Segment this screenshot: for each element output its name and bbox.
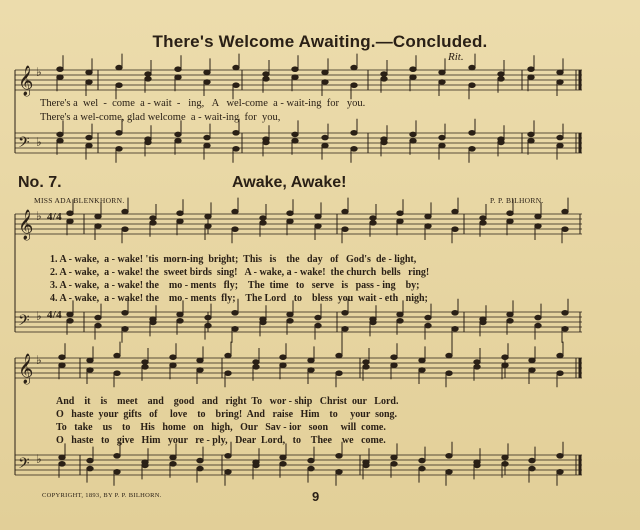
note-head — [177, 312, 183, 317]
note-head — [197, 358, 203, 363]
note-head — [342, 311, 348, 316]
note-head — [480, 221, 486, 226]
note-head — [204, 70, 210, 75]
note-head — [122, 311, 128, 316]
note-head — [116, 65, 122, 70]
note-head — [419, 458, 425, 463]
note-head — [87, 458, 93, 463]
note-head — [177, 319, 183, 324]
note-head — [315, 315, 321, 320]
note-head — [197, 368, 203, 373]
note-head — [95, 315, 101, 320]
note-head — [336, 371, 342, 376]
note-head — [170, 462, 176, 467]
note-head — [114, 353, 120, 358]
note-head — [67, 219, 73, 224]
note-head — [351, 83, 357, 88]
note-head — [308, 458, 314, 463]
note-head — [87, 368, 93, 373]
bass-clef-icon: 𝄢 — [18, 134, 30, 155]
note-head — [480, 320, 486, 325]
note-head — [557, 135, 563, 140]
note-head — [57, 132, 63, 137]
note-head — [225, 470, 231, 475]
note-head — [315, 214, 321, 219]
note-head — [116, 147, 122, 152]
verse-line: 2. A - wake, a - wake! the sweet birds sing! A - wake, a - wake! the church bells ring! — [50, 267, 430, 278]
note-head — [342, 327, 348, 332]
note-head — [557, 143, 563, 148]
note-head — [95, 214, 101, 219]
note-head — [308, 358, 314, 363]
note-head — [528, 75, 534, 80]
verse-line: 3. A - wake, a - wake! the mo - ments fly; The time to serve is pass - ing by; — [50, 280, 420, 291]
verse-line: And it is meet and good and right To wor - ship Christ our Lord. — [56, 396, 399, 407]
note-head — [439, 80, 445, 85]
note-head — [292, 139, 298, 144]
note-head — [204, 135, 210, 140]
note-head — [175, 75, 181, 80]
note-head — [452, 327, 458, 332]
note-head — [322, 80, 328, 85]
note-head — [322, 70, 328, 75]
note-head — [419, 368, 425, 373]
note-head — [557, 80, 563, 85]
note-head — [446, 371, 452, 376]
note-head — [474, 365, 480, 370]
note-head — [502, 355, 508, 360]
note-head — [225, 371, 231, 376]
treble-clef-icon: 𝄞 — [18, 354, 34, 384]
note-head — [204, 80, 210, 85]
note-head — [452, 227, 458, 232]
staff-1-treble — [15, 70, 582, 90]
note-head — [452, 311, 458, 316]
note-head — [410, 75, 416, 80]
note-head — [67, 312, 73, 317]
note-head — [308, 466, 314, 471]
note-head — [363, 463, 369, 468]
note-head — [419, 358, 425, 363]
note-head — [280, 363, 286, 368]
note-head — [322, 143, 328, 148]
note-head — [205, 315, 211, 320]
note-head — [87, 466, 93, 471]
note-head — [122, 209, 128, 214]
note-head — [86, 70, 92, 75]
note-head — [233, 83, 239, 88]
note-head — [57, 67, 63, 72]
note-head — [175, 132, 181, 137]
note-head — [363, 365, 369, 370]
note-head — [535, 315, 541, 320]
note-head — [177, 219, 183, 224]
note-head — [351, 65, 357, 70]
note-head — [232, 327, 238, 332]
note-head — [204, 143, 210, 148]
note-head — [446, 353, 452, 358]
note-head — [205, 323, 211, 328]
note-head — [263, 140, 269, 145]
copyright-notice: COPYRIGHT, 1893, BY P. P. BILHORN. — [42, 492, 162, 499]
note-head — [280, 355, 286, 360]
note-head — [502, 462, 508, 467]
note-head — [557, 371, 563, 376]
note-head — [122, 227, 128, 232]
note-head — [507, 219, 513, 224]
note-head — [351, 131, 357, 136]
bass-clef-icon: 𝄢 — [18, 455, 30, 476]
flat-icon: ♭ — [36, 65, 42, 79]
time-signature-bass: 4/4 — [47, 309, 62, 321]
note-head — [150, 320, 156, 325]
note-head — [557, 353, 563, 358]
note-head — [67, 319, 73, 324]
note-head — [114, 371, 120, 376]
flat-icon: ♭ — [36, 353, 42, 367]
note-head — [535, 323, 541, 328]
lyric-line: There's a wel - come a - wait - ing, A wel-come a - wait-ing for you. — [40, 98, 366, 109]
note-head — [439, 135, 445, 140]
note-head — [175, 67, 181, 72]
treble-clef-icon: 𝄞 — [18, 210, 34, 240]
note-head — [287, 219, 293, 224]
note-head — [529, 458, 535, 463]
note-head — [86, 135, 92, 140]
note-head — [170, 355, 176, 360]
note-head — [391, 363, 397, 368]
note-head — [557, 454, 563, 459]
note-head — [391, 355, 397, 360]
note-head — [253, 360, 259, 365]
note-head — [351, 147, 357, 152]
note-head — [142, 360, 148, 365]
note-head — [342, 209, 348, 214]
note-head — [528, 67, 534, 72]
note-head — [419, 466, 425, 471]
note-head — [315, 323, 321, 328]
note-head — [175, 139, 181, 144]
note-head — [150, 221, 156, 226]
flat-icon: ♭ — [36, 135, 42, 149]
author-credit: MISS ADA BLENKHORN. — [34, 196, 125, 205]
note-head — [59, 455, 65, 460]
note-head — [363, 360, 369, 365]
note-head — [57, 139, 63, 144]
note-head — [507, 319, 513, 324]
note-head — [59, 355, 65, 360]
verse-line: O haste to give Him your re - ply, Dear Lord, to Thee we come. — [56, 435, 386, 446]
verse-line: 1. A - wake, a - wake! 'tis morn-ing bright; This is the day of God's de - light, — [50, 254, 417, 265]
note-head — [287, 319, 293, 324]
note-head — [439, 143, 445, 148]
note-head — [557, 70, 563, 75]
note-head — [474, 463, 480, 468]
note-head — [562, 311, 568, 316]
note-head — [381, 72, 387, 77]
note-head — [336, 353, 342, 358]
note-head — [287, 312, 293, 317]
note-head — [59, 363, 65, 368]
note-head — [287, 211, 293, 216]
note-head — [529, 368, 535, 373]
note-head — [292, 75, 298, 80]
note-head — [315, 224, 321, 229]
flat-icon: ♭ — [36, 209, 42, 223]
treble-clef-icon: 𝄞 — [18, 66, 34, 96]
note-head — [280, 455, 286, 460]
note-head — [469, 131, 475, 136]
note-head — [535, 224, 541, 229]
hymn-title: Awake, Awake! — [232, 174, 347, 191]
note-head — [425, 224, 431, 229]
note-head — [469, 65, 475, 70]
note-head — [205, 224, 211, 229]
note-head — [145, 77, 151, 82]
staff-3-bass — [15, 455, 582, 475]
note-head — [381, 140, 387, 145]
note-head — [150, 216, 156, 221]
note-head — [498, 140, 504, 145]
verse-line: 4. A - wake, a - wake! the mo - ments fly; The Lord to bless you wait - eth nigh; — [50, 293, 428, 304]
note-head — [114, 454, 120, 459]
note-head — [260, 320, 266, 325]
note-head — [446, 470, 452, 475]
page-number: 9 — [312, 489, 320, 504]
note-head — [397, 219, 403, 224]
note-head — [260, 221, 266, 226]
note-head — [507, 211, 513, 216]
note-head — [502, 455, 508, 460]
note-head — [528, 139, 534, 144]
note-head — [397, 312, 403, 317]
note-head — [67, 211, 73, 216]
note-head — [528, 132, 534, 137]
note-head — [397, 211, 403, 216]
note-head — [439, 70, 445, 75]
lyric-line: There's a wel-come, glad welcome a - wait-ing for you, — [40, 112, 281, 123]
note-head — [122, 327, 128, 332]
note-head — [391, 455, 397, 460]
note-head — [232, 227, 238, 232]
note-head — [562, 209, 568, 214]
note-head — [87, 358, 93, 363]
note-head — [116, 83, 122, 88]
note-head — [292, 132, 298, 137]
note-head — [391, 462, 397, 467]
note-head — [557, 470, 563, 475]
note-head — [142, 463, 148, 468]
note-head — [116, 131, 122, 136]
note-head — [177, 211, 183, 216]
note-head — [292, 67, 298, 72]
note-head — [469, 83, 475, 88]
note-head — [425, 323, 431, 328]
note-head — [233, 147, 239, 152]
time-signature: 4/4 — [47, 211, 62, 223]
note-head — [397, 319, 403, 324]
note-head — [233, 131, 239, 136]
note-head — [410, 132, 416, 137]
note-head — [308, 368, 314, 373]
note-head — [410, 67, 416, 72]
note-head — [170, 455, 176, 460]
note-head — [233, 65, 239, 70]
note-head — [197, 466, 203, 471]
flat-icon: ♭ — [36, 309, 42, 323]
note-head — [425, 214, 431, 219]
note-head — [145, 72, 151, 77]
note-head — [197, 458, 203, 463]
note-head — [498, 77, 504, 82]
tempo-mark: Rit. — [448, 51, 464, 63]
note-head — [142, 365, 148, 370]
note-head — [232, 311, 238, 316]
note-head — [336, 454, 342, 459]
note-head — [260, 216, 266, 221]
note-head — [170, 363, 176, 368]
page-title: There's Welcome Awaiting.—Concluded. — [152, 32, 488, 51]
verse-line: To take us to His home on high, Our Sav - ior soon will come. — [56, 422, 386, 433]
note-head — [59, 462, 65, 467]
note-head — [452, 209, 458, 214]
note-head — [474, 360, 480, 365]
note-head — [225, 454, 231, 459]
note-head — [57, 75, 63, 80]
note-head — [95, 224, 101, 229]
note-head — [370, 221, 376, 226]
note-head — [480, 216, 486, 221]
note-head — [562, 227, 568, 232]
note-head — [86, 143, 92, 148]
staff-1-bass — [15, 133, 582, 153]
note-head — [535, 214, 541, 219]
note-head — [507, 312, 513, 317]
flat-icon: ♭ — [36, 452, 42, 466]
note-head — [370, 216, 376, 221]
note-head — [498, 72, 504, 77]
note-head — [86, 80, 92, 85]
note-head — [322, 135, 328, 140]
verse-line: O haste your gifts of love to bring! And raise Him to your song. — [56, 409, 398, 420]
note-head — [95, 323, 101, 328]
note-head — [263, 72, 269, 77]
hymn-number: No. 7. — [18, 174, 62, 191]
note-head — [370, 320, 376, 325]
note-head — [410, 139, 416, 144]
staff-2-bass — [15, 312, 582, 332]
note-head — [205, 214, 211, 219]
note-head — [342, 227, 348, 232]
note-head — [529, 466, 535, 471]
note-head — [114, 470, 120, 475]
note-head — [469, 147, 475, 152]
note-head — [232, 209, 238, 214]
note-head — [225, 353, 231, 358]
note-head — [253, 463, 259, 468]
staff-3-treble — [15, 358, 582, 378]
note-head — [562, 327, 568, 332]
note-head — [502, 363, 508, 368]
note-head — [145, 140, 151, 145]
bass-clef-icon: 𝄢 — [18, 312, 30, 333]
note-head — [336, 470, 342, 475]
composer-credit: P. P. BILHORN. — [490, 196, 544, 205]
note-head — [425, 315, 431, 320]
note-head — [263, 77, 269, 82]
note-head — [253, 365, 259, 370]
note-head — [446, 454, 452, 459]
note-head — [529, 358, 535, 363]
note-head — [381, 77, 387, 82]
note-head — [280, 462, 286, 467]
